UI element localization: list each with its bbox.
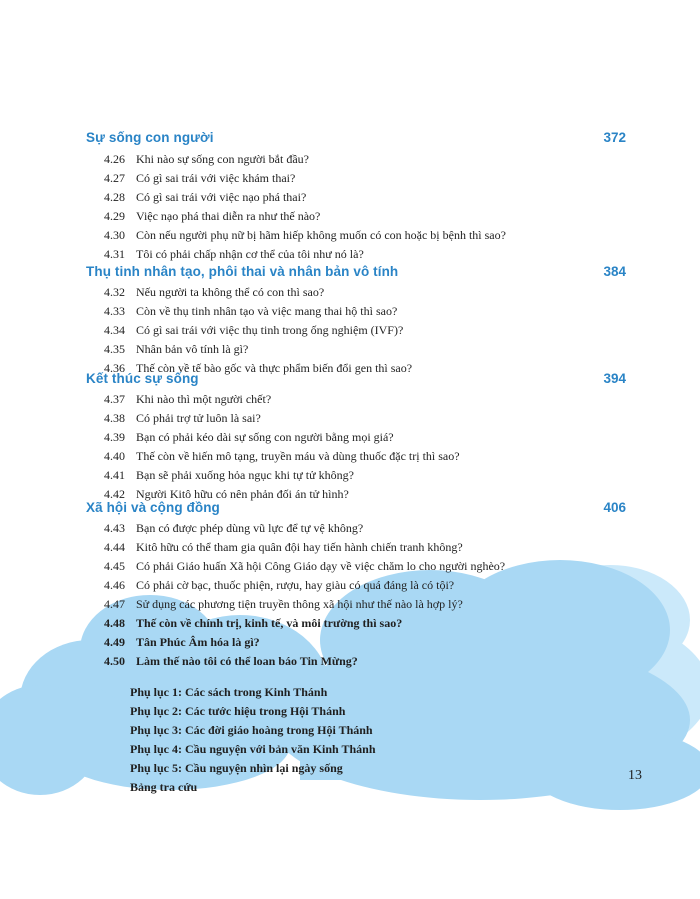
item-number: 4.37 — [104, 392, 125, 406]
item-number: 4.40 — [104, 449, 125, 463]
item-title: Khi nào thì một người chết? — [136, 392, 272, 406]
toc-item[interactable] — [104, 285, 324, 303]
item-title: Có phải Giáo huấn Xã hội Công Giáo dạy về việc chăm lo cho người nghèo? — [136, 559, 506, 573]
item-title: Nếu người ta không thể có con thì sao? — [136, 285, 325, 299]
item-title: Việc nạo phá thai diễn ra như thế nào? — [136, 209, 321, 223]
item-number: 4.43 — [104, 521, 125, 535]
toc-item[interactable] — [104, 209, 320, 227]
item-title: Có gì sai trái với việc nạo phá thai? — [136, 190, 307, 204]
section-heading[interactable] — [86, 500, 626, 518]
item-title: Bạn sẽ phải xuống hỏa ngục khi tự tử không? — [136, 468, 354, 482]
item-number: 4.30 — [104, 228, 125, 242]
item-title: Có phải trợ tử luôn là sai? — [136, 411, 261, 425]
item-number: 4.26 — [104, 152, 125, 166]
item-number: 4.36 — [104, 361, 125, 375]
toc-item[interactable] — [104, 597, 463, 615]
item-title: Người Kitô hữu có nên phản đối án tử hình? — [136, 487, 349, 501]
item-number: 4.46 — [104, 578, 125, 592]
item-title: Có phải cờ bạc, thuốc phiện, rượu, hay giàu có quá đáng là có tội? — [136, 578, 455, 592]
toc-item[interactable] — [104, 323, 403, 341]
toc-item[interactable] — [104, 392, 271, 410]
toc-item[interactable] — [104, 411, 261, 429]
section-title: Thụ tinh nhân tạo, phôi thai và nhân bản vô tính — [86, 264, 399, 279]
section-heading[interactable] — [86, 264, 626, 282]
item-number: 4.41 — [104, 468, 125, 482]
toc-item[interactable] — [104, 171, 295, 189]
toc-item[interactable] — [104, 228, 506, 246]
toc-item[interactable] — [104, 521, 363, 539]
item-number: 4.33 — [104, 304, 125, 318]
item-number: 4.49 — [104, 635, 125, 649]
item-title: Khi nào sự sống con người bắt đầu? — [136, 152, 309, 166]
section-page-number: 406 — [603, 500, 626, 515]
item-title: Bạn có được phép dùng vũ lực để tự vệ không? — [136, 521, 364, 535]
item-title: Sử dụng các phương tiện truyền thông xã hội như thế nào là hợp lý? — [136, 597, 463, 611]
item-title: Kitô hữu có thể tham gia quân đội hay tiến hành chiến tranh không? — [136, 540, 463, 554]
item-title: Thế còn về chính trị, kinh tế, và môi trường thì sao? — [136, 616, 403, 630]
item-number: 4.47 — [104, 597, 125, 611]
item-number: 4.38 — [104, 411, 125, 425]
item-number: 4.28 — [104, 190, 125, 204]
appendix-item[interactable]: Phụ lục 2: Các tước hiệu trong Hội Thánh — [130, 704, 346, 718]
appendix-item[interactable]: Phụ lục 5: Cầu nguyện nhìn lại ngày sống — [130, 761, 343, 775]
item-number: 4.27 — [104, 171, 125, 185]
item-title: Còn về thụ tinh nhân tạo và việc mang thai hộ thì sao? — [136, 304, 398, 318]
item-number: 4.48 — [104, 616, 125, 630]
toc-item[interactable] — [104, 468, 354, 486]
item-number: 4.39 — [104, 430, 125, 444]
item-title: Tôi có phải chấp nhận cơ thể của tôi như nó là? — [136, 247, 364, 261]
section-title: Xã hội và cộng đồng — [86, 500, 220, 515]
appendix-item[interactable]: Phụ lục 4: Cầu nguyện với bản văn Kinh Thánh — [130, 742, 376, 756]
section-heading[interactable] — [86, 371, 626, 389]
toc-item[interactable] — [104, 559, 505, 577]
section-page-number: 384 — [603, 264, 626, 279]
item-number: 4.50 — [104, 654, 125, 668]
appendix-item[interactable]: Bảng tra cứu — [130, 780, 198, 794]
toc-item[interactable] — [104, 449, 460, 467]
toc-item[interactable] — [104, 578, 454, 596]
toc-item[interactable] — [104, 616, 402, 634]
toc-item[interactable] — [104, 430, 394, 448]
appendix-item[interactable]: Phụ lục 3: Các đời giáo hoàng trong Hội Thánh — [130, 723, 373, 737]
toc-item[interactable] — [104, 540, 463, 558]
item-number: 4.44 — [104, 540, 125, 554]
section-page-number: 394 — [603, 371, 626, 386]
section-page-number: 372 — [603, 130, 626, 145]
toc-item[interactable] — [104, 654, 358, 672]
item-number: 4.31 — [104, 247, 125, 261]
item-number: 4.35 — [104, 342, 125, 356]
section-title: Kết thúc sự sống — [86, 371, 199, 386]
item-title: Làm thế nào tôi có thể loan báo Tin Mừng? — [136, 654, 358, 668]
section-title: Sự sống con người — [86, 130, 214, 145]
item-number: 4.45 — [104, 559, 125, 573]
toc-item[interactable] — [104, 635, 260, 653]
item-number: 4.29 — [104, 209, 125, 223]
toc-item[interactable] — [104, 247, 364, 265]
toc-item[interactable] — [104, 190, 306, 208]
item-title: Có gì sai trái với việc thụ tinh trong ống nghiệm (IVF)? — [136, 323, 404, 337]
item-title: Thế còn về tế bào gốc và thực phẩm biến đổi gen thì sao? — [136, 361, 413, 375]
page-number: 13 — [628, 768, 642, 783]
item-title: Thế còn về hiến mô tạng, truyền máu và dùng thuốc đặc trị thì sao? — [136, 449, 460, 463]
toc-item[interactable] — [104, 304, 397, 322]
item-number: 4.32 — [104, 285, 125, 299]
item-title: Có gì sai trái với việc khám thai? — [136, 171, 296, 185]
item-title: Nhân bản vô tính là gì? — [136, 342, 249, 356]
item-title: Bạn có phải kéo dài sự sống con người bằng mọi giá? — [136, 430, 394, 444]
item-number: 4.34 — [104, 323, 125, 337]
item-number: 4.42 — [104, 487, 125, 501]
section-heading[interactable] — [86, 130, 626, 148]
toc-item[interactable] — [104, 342, 248, 360]
appendix-item[interactable]: Phụ lục 1: Các sách trong Kinh Thánh — [130, 685, 328, 699]
toc-item[interactable] — [104, 152, 309, 170]
item-title: Tân Phúc Âm hóa là gì? — [136, 635, 260, 649]
item-title: Còn nếu người phụ nữ bị hãm hiếp không muốn có con hoặc bị bệnh thì sao? — [136, 228, 506, 242]
